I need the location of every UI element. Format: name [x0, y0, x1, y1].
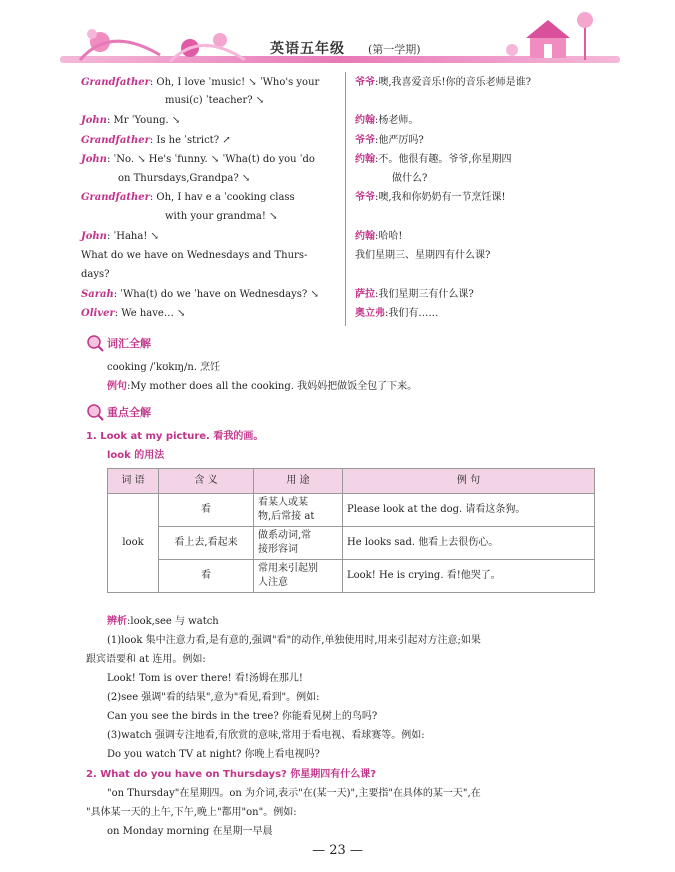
table-cell-meaning: 看 [159, 560, 254, 593]
diff-line: Do you watch TV at night? 你晚上看电视吗? [107, 749, 320, 760]
translation-line: 约翰:杨老师。 [355, 115, 419, 126]
translation-line: 我们星期三、星期四有什么课? [355, 250, 491, 261]
dialogue-line: days? [81, 269, 110, 280]
diff-line: 跟宾语要和 at 连用。例如: [86, 654, 206, 665]
usage-title: look 的用法 [107, 450, 165, 461]
magnifier-icon [86, 403, 104, 421]
dialogue-line: Grandfather: Oh, I love ˈmusic! ↘ ˈWho's your [81, 77, 320, 88]
table-row [108, 527, 595, 560]
diff-line: Can you see the birds in the tree? 你能看见树上的鸟吗? [107, 711, 378, 722]
translation-line: 爷爷:噢,我和你奶奶有一节烹饪课! [355, 192, 506, 203]
key-heading: 重点全解 [107, 406, 151, 419]
book-subtitle: (第一学期) [368, 43, 421, 56]
translation-line: 约翰:哈哈! [355, 231, 403, 242]
table-row [108, 494, 595, 527]
table-header: 词 语 [108, 469, 159, 494]
flower-decoration-icon [70, 20, 250, 62]
table-cell-usage: 常用来引起别 人注意 [254, 560, 343, 593]
table-cell-usage: 看某人或某 物,后常接 at [254, 494, 343, 527]
table-header: 用 途 [254, 469, 343, 494]
diff-heading: 辨析:look,see 与 watch [107, 616, 219, 627]
dialogue-line: What do we have on Wednesdays and Thurs- [81, 250, 308, 261]
dialogue-line: John: ˈNo. ↘ He's ˈfunny. ↘ ˈWha(t) do you ˈdo [81, 154, 315, 165]
vocab-word: cooking /ˈkʊkɪŋ/n. 烹饪 [107, 362, 221, 373]
table-header-row [108, 469, 595, 494]
table-cell-example: Please look at the dog. 请看这条狗。 [343, 494, 595, 527]
point2-line: on Monday morning 在星期一早晨 [107, 826, 273, 837]
vocab-example: 例句:My mother does all the cooking. 我妈妈把做饭全包了下来。 [107, 381, 418, 392]
diff-line: (2)see 强调"看的结果",意为"看见,看到"。例如: [107, 692, 320, 703]
translation-line: 萨拉:我们星期三有什么课? [355, 289, 474, 300]
key-point-2: 2. What do you have on Thursdays? 你星期四有什么课? [86, 769, 377, 780]
page-number: — 23 — [312, 843, 363, 858]
dialogue-line: John: ˈHaha! ↘ [81, 231, 159, 242]
dialogue-line: with your grandma! ↘ [165, 211, 278, 222]
translation-line: 做什么? [392, 173, 428, 184]
column-divider [345, 72, 346, 326]
dialogue-line: Sarah: ˈWha(t) do we ˈhave on Wednesdays? ↘ [81, 289, 319, 300]
dialogue-line: John: Mr ˈYoung. ↘ [81, 115, 181, 126]
translation-line: 爷爷:噢,我喜爱音乐!你的音乐老师是谁? [355, 77, 531, 88]
table-cell-meaning: 看上去,看起来 [159, 527, 254, 560]
table-cell-meaning: 看 [159, 494, 254, 527]
key-point-1: 1. Look at my picture. 看我的画。 [86, 431, 264, 442]
table-header: 含 义 [159, 469, 254, 494]
dialogue-line: musi(c) ˈteacher? ↘ [165, 95, 265, 106]
point2-line: "具体某一天的上午,下午,晚上"都用"on"。例如: [86, 807, 297, 818]
vocab-heading: 词汇全解 [107, 337, 151, 350]
translation-line: 约翰:不。他很有趣。爷爷,你星期四 [355, 154, 512, 165]
magnifier-icon [86, 334, 104, 352]
translation-line: 爷爷:他严厉吗? [355, 135, 424, 146]
house-decoration-icon [500, 10, 610, 62]
book-title: 英语五年级 [270, 41, 345, 57]
page-header [0, 0, 675, 72]
look-usage-table [107, 468, 595, 593]
dialogue-line: Oliver: We have… ↘ [81, 308, 186, 319]
dialogue-line: Grandfather: Oh, I hav e a ˈcooking class [81, 192, 295, 203]
dialogue-line: on Thursdays,Grandpa? ↘ [118, 173, 251, 184]
diff-line: (1)look 集中注意力看,是有意的,强调"看"的动作,单独使用时,用来引起对方注意;如果 [107, 635, 481, 646]
translation-line: 奥立弗:我们有…… [355, 308, 439, 319]
table-row [108, 560, 595, 593]
table-header: 例 句 [343, 469, 595, 494]
diff-line: (3)watch 强调专注地看,有欣赏的意味,常用于看电视、看球赛等。例如: [107, 730, 425, 741]
table-cell-example: Look! He is crying. 看!他哭了。 [343, 560, 595, 593]
diff-line: Look! Tom is over there! 看!汤姆在那儿! [107, 673, 303, 684]
table-cell-usage: 做系动词,常 接形容词 [254, 527, 343, 560]
point2-line: "on Thursday"在星期四。on 为介词,表示"在(某一天)",主要指"在具体的某一天",在 [107, 788, 481, 799]
table-cell-example: He looks sad. 他看上去很伤心。 [343, 527, 595, 560]
dialogue-line: Grandfather: Is he ˈstrict? ↗ [81, 135, 231, 146]
table-cell-word: look [108, 494, 159, 593]
